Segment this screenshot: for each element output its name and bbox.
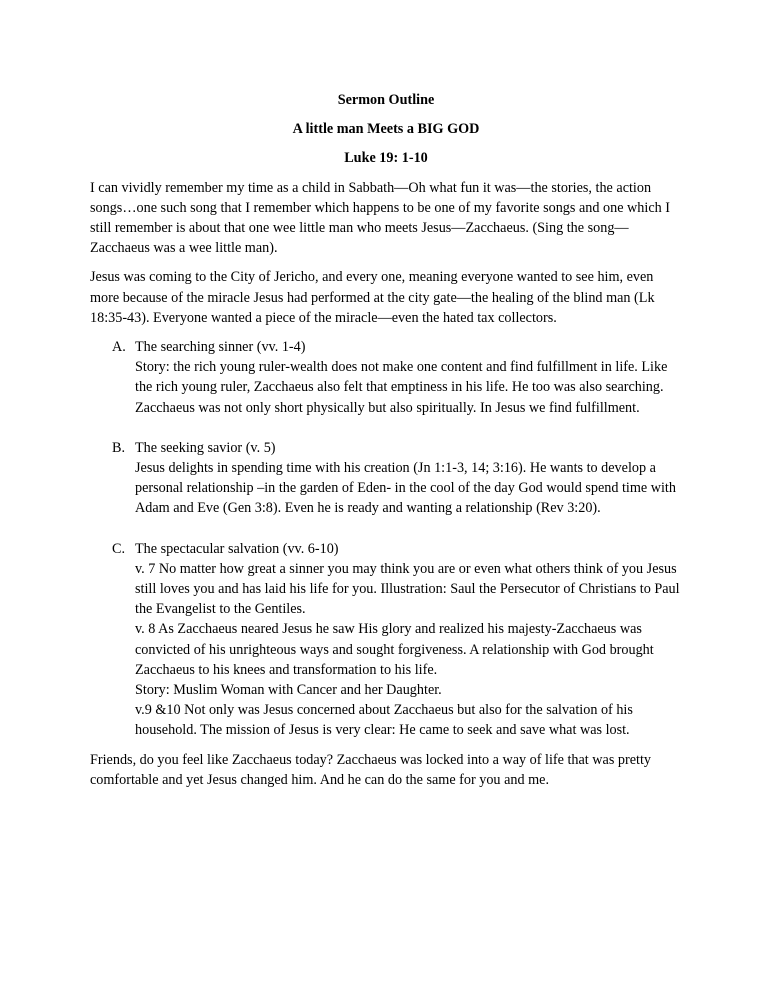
outline-item-text: Story: Muslim Woman with Cancer and her Daughter. xyxy=(135,682,442,699)
intro-paragraph-1: I can vividly remember my time as a child in Sabbath—Oh what fun it was—the stories, the action songs…one such song that I remember which happens to be one of my favorite songs and one which I still remember is about that one wee little man who meets Jesus—Zacchaeus. (Sing the song—Zacchaeus was a wee little man). xyxy=(90,179,670,257)
outline-marker: B. xyxy=(112,439,126,456)
outline-item-text: Story: the rich young ruler-wealth does not make one content and find fulfillment in life. Like the rich young ruler, Zacchaeus also felt that emptiness in his life. He too was also searching. Zacchaeus was not only short physically but also spiritually. In Jesus we find fulfillment. xyxy=(135,359,668,416)
closing-paragraph: Friends, do you feel like Zacchaeus today? Zacchaeus was locked into a way of life that was pretty comfortable and yet Jesus changed him. And he can do the same for you and me. xyxy=(90,751,651,788)
scripture-reference: Luke 19: 1-10 xyxy=(344,150,428,167)
outline-item-c xyxy=(90,539,682,741)
document-content xyxy=(90,90,682,790)
sermon-title: A little man Meets a BIG GOD xyxy=(292,121,480,138)
outline-item-text: v. 8 As Zacchaeus neared Jesus he saw His glory and realized his majesty-Zacchaeus was convicted of his unrighteous ways and sought forgiveness. A relationship with God brought Zacchaeus to his knees and transformation to his life. xyxy=(135,621,654,678)
outline-item-text: v. 7 No matter how great a sinner you may think you are or even what others think of you Jesus still loves you and has laid his life for you. Illustration: Saul the Persecutor of Christians to Paul the Evangelist to the Gentiles. xyxy=(135,560,680,618)
outline-item-title: The seeking savior (v. 5) xyxy=(135,439,276,456)
sermon-outline xyxy=(90,337,682,741)
outline-item-b xyxy=(90,438,682,519)
intro-paragraph-2: Jesus was coming to the City of Jericho, and every one, meaning everyone wanted to see him, even more because of the miracle Jesus had performed at the city gate—the healing of the blind man (Lk 18:35-43). Everyone wanted a piece of the miracle—even the hated tax collectors. xyxy=(90,269,655,326)
outline-item-title: The searching sinner (vv. 1-4) xyxy=(135,339,306,356)
document-title: Sermon Outline xyxy=(337,92,435,108)
outline-item-title: The spectacular salvation (vv. 6-10) xyxy=(135,540,339,557)
outline-marker: C. xyxy=(112,540,126,557)
outline-item-a xyxy=(90,337,682,418)
outline-item-text: Jesus delights in spending time with his creation (Jn 1:1-3, 14; 3:16). He wants to develop a personal relationship –in the garden of Eden- in the cool of the day God would spend time with Adam and Eve (Gen 3:8). Even he is ready and wanting a relationship (Rev 3:20). xyxy=(135,460,676,517)
outline-item-text: v.9 &10 Not only was Jesus concerned about Zacchaeus but also for the salvation of his household. The mission of Jesus is very clear: He came to seek and save what was lost. xyxy=(135,702,633,739)
outline-marker: A. xyxy=(112,339,126,356)
